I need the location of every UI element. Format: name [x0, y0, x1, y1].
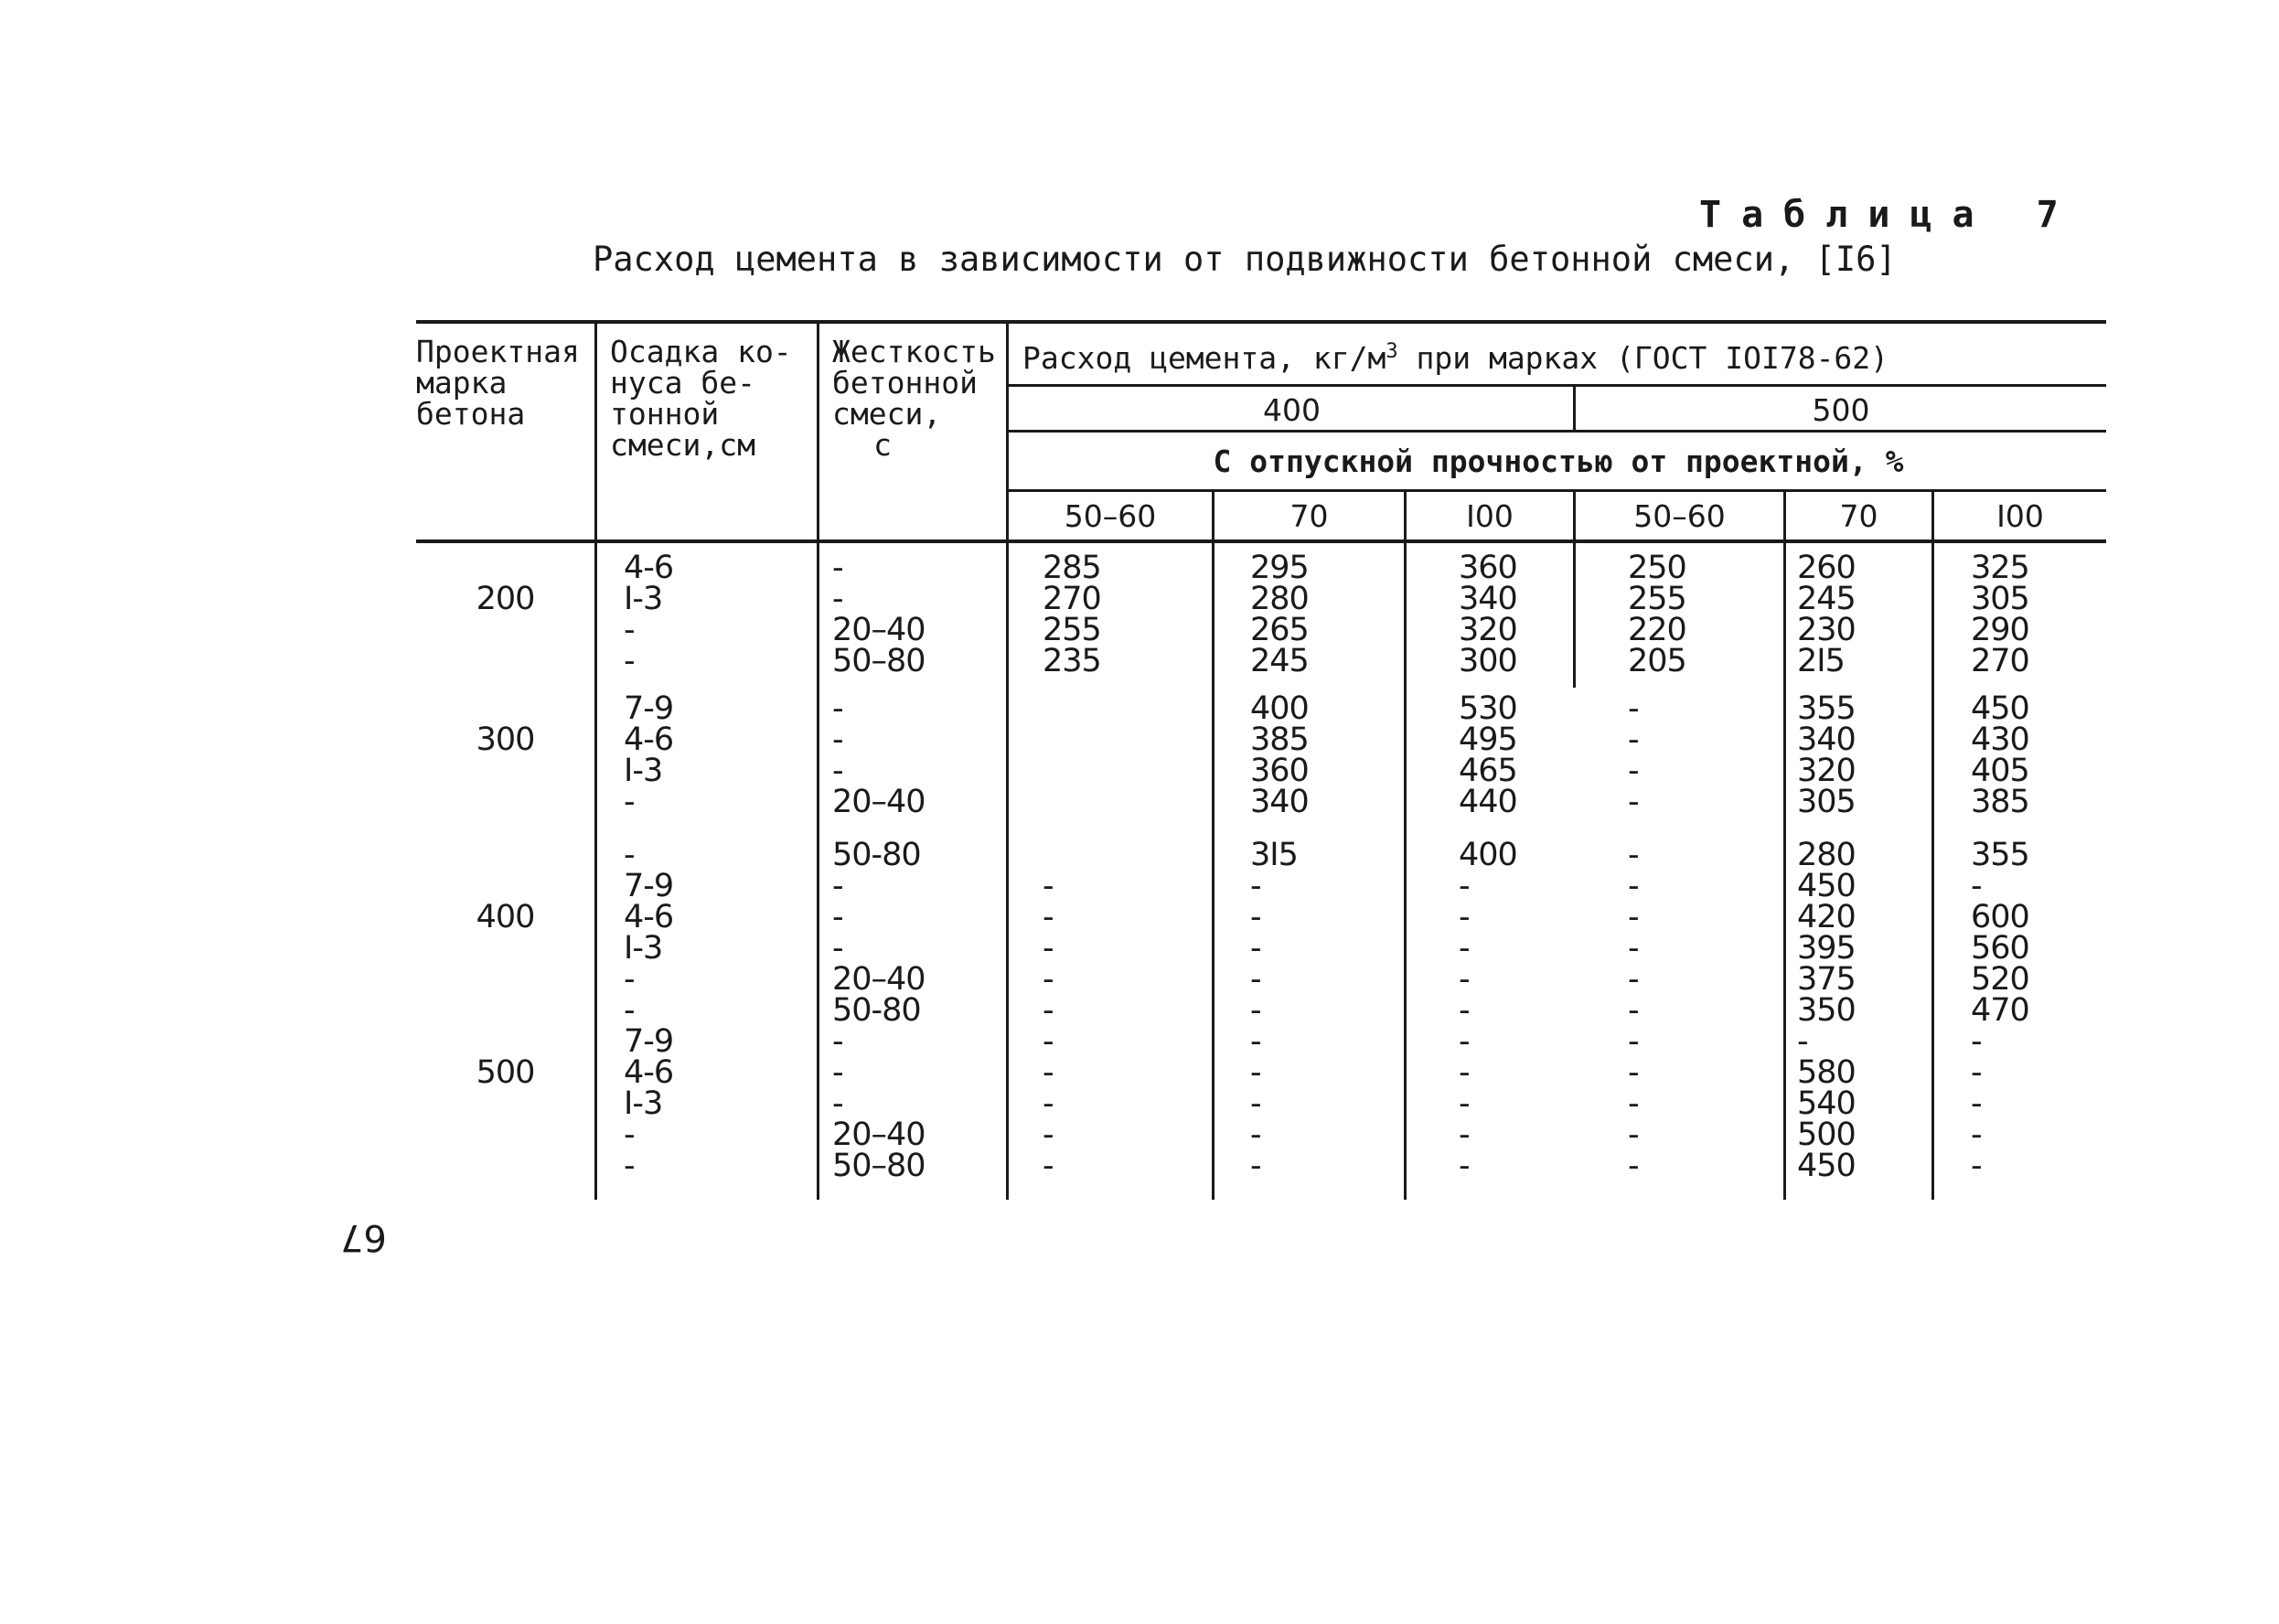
header-strength: С отпускной прочностью от проектной, %	[1213, 443, 1904, 479]
stiffness-cell: 50–80	[832, 1148, 926, 1184]
slump-cell: 7-9	[624, 1023, 674, 1060]
sub-rule	[1009, 489, 2106, 492]
cement-value-cell: -	[1043, 1054, 1054, 1091]
cement-value-cell: 270	[1043, 581, 1101, 617]
cement-value-cell: -	[1459, 868, 1470, 904]
grade-rule	[1009, 384, 2106, 387]
sub-h-3: I00	[1466, 498, 1514, 534]
cement-value-cell: -	[1043, 868, 1054, 904]
stiffness-cell: 20–40	[832, 961, 926, 998]
v5	[1931, 491, 1934, 1200]
v2	[1404, 491, 1407, 1200]
cement-value-cell: -	[1628, 784, 1639, 820]
h1-l3: бетона	[416, 396, 526, 432]
header-grade	[416, 334, 580, 432]
stiffness-cell: -	[832, 1023, 843, 1060]
cement-value-cell: -	[1250, 868, 1261, 904]
cement-value-cell: -	[1043, 992, 1054, 1029]
cement-value-cell: 420	[1797, 899, 1856, 935]
cement-value-cell: 295	[1250, 550, 1309, 586]
cement-value-cell: 400	[1459, 837, 1517, 873]
stiffness-cell: -	[832, 868, 843, 904]
col1-divider	[594, 322, 597, 1200]
cement-value-cell: -	[1628, 721, 1639, 758]
strength-rule	[1009, 430, 2106, 433]
cement-value-cell: 320	[1459, 612, 1517, 648]
cement-value-cell: 265	[1250, 612, 1309, 648]
slump-cell: 4-6	[624, 550, 674, 586]
stiffness-cell: -	[832, 753, 843, 789]
sub-h-5: 70	[1839, 498, 1878, 534]
cement-value-cell: 540	[1797, 1085, 1856, 1122]
stiffness-cell: -	[832, 1054, 843, 1091]
cement-value-cell: -	[1628, 1085, 1639, 1122]
cement-value-cell: -	[1250, 1023, 1261, 1060]
grade-cell: 500	[476, 1054, 535, 1091]
cement-value-cell: -	[1459, 899, 1470, 935]
cement-value-cell: -	[1250, 992, 1261, 1029]
stiffness-cell: -	[832, 690, 843, 727]
cement-value-cell: -	[1459, 1023, 1470, 1060]
cement-value-cell: -	[1628, 868, 1639, 904]
h2-l1: Осадка ко-	[610, 334, 792, 369]
stiffness-cell: -	[832, 721, 843, 758]
cement-value-cell: -	[1628, 690, 1639, 727]
slump-cell: -	[624, 1116, 635, 1153]
cement-value-cell: -	[1043, 1116, 1054, 1153]
header-slump	[610, 334, 792, 463]
cement-value-cell: -	[1971, 1054, 1982, 1091]
cement-value-cell: -	[1250, 899, 1261, 935]
table-number: Таблица 7	[1699, 194, 2079, 236]
cement-value-cell: 285	[1043, 550, 1101, 586]
slump-cell: I-3	[624, 581, 663, 617]
cement-value-cell: 385	[1250, 721, 1309, 758]
stiffness-cell: -	[832, 930, 843, 967]
cement-value-cell: -	[1250, 1148, 1261, 1184]
stiffness-cell: 20–40	[832, 784, 926, 820]
h2-l3: тонной	[610, 396, 720, 432]
cement-value-cell: 405	[1971, 753, 2029, 789]
cement-value-cell: 385	[1971, 784, 2029, 820]
h1-l2: марка	[416, 365, 508, 401]
cement-value-cell: 305	[1971, 581, 2029, 617]
cement-value-cell: -	[1459, 961, 1470, 998]
cement-value-cell: 205	[1628, 643, 1686, 679]
cement-value-cell: -	[1250, 961, 1261, 998]
v4	[1783, 491, 1786, 1200]
slump-cell: -	[624, 961, 635, 998]
cement-value-cell: 2I5	[1797, 643, 1845, 679]
slump-cell: I-3	[624, 753, 663, 789]
title-text: Расход цемента в зависимости от подвижности бетонной смеси,	[593, 240, 1795, 279]
slump-cell: 4-6	[624, 1054, 674, 1091]
cement-value-cell: -	[1628, 1116, 1639, 1153]
table-title	[593, 240, 1897, 279]
stiffness-cell: -	[832, 581, 843, 617]
h3-l1: Жесткость	[832, 334, 996, 369]
h3-l4: с	[873, 427, 892, 463]
cement-value-cell: -	[1459, 1148, 1470, 1184]
cement-value-cell: -	[1628, 961, 1639, 998]
sub-h-4: 50–60	[1633, 498, 1726, 534]
cement-value-cell: 450	[1971, 690, 2029, 727]
cement-value-cell: -	[1250, 1054, 1261, 1091]
stiffness-cell: 20–40	[832, 612, 926, 648]
slump-cell: 7-9	[624, 690, 674, 727]
cement-value-cell: 325	[1971, 550, 2029, 586]
cement-value-cell: -	[1459, 1116, 1470, 1153]
cement-value-cell: 530	[1459, 690, 1517, 727]
cement-value-cell: -	[1628, 1023, 1639, 1060]
cement-value-cell: -	[1628, 753, 1639, 789]
grade-cell: 400	[476, 899, 535, 935]
cement-value-cell: 255	[1043, 612, 1101, 648]
table-top-rule	[416, 320, 2106, 324]
cement-value-cell: 245	[1250, 643, 1309, 679]
cement-value-cell: 255	[1628, 581, 1686, 617]
cement-value-cell: -	[1043, 1023, 1054, 1060]
stiffness-cell: 20–40	[832, 1116, 926, 1153]
cement-value-cell: -	[1459, 1085, 1470, 1122]
h3-l2: бетонной	[832, 365, 978, 401]
stiffness-cell: 50–80	[832, 643, 926, 679]
header-cement	[1022, 337, 1888, 374]
cement-value-cell: 220	[1628, 612, 1686, 648]
cement-value-cell: -	[1459, 930, 1470, 967]
cement-value-cell: 495	[1459, 721, 1517, 758]
cement-value-cell: -	[1628, 1054, 1639, 1091]
cement-value-cell: 500	[1797, 1116, 1856, 1153]
cement-value-cell: -	[1971, 1116, 1982, 1153]
cement-value-cell: 320	[1797, 753, 1856, 789]
cement-value-cell: -	[1628, 899, 1639, 935]
slump-cell: 7-9	[624, 868, 674, 904]
col2-divider	[817, 322, 819, 1200]
cement-value-cell: -	[1797, 1023, 1808, 1060]
slump-cell: -	[624, 837, 635, 873]
cement-value-cell: 375	[1797, 961, 1856, 998]
cement-value-cell: 450	[1797, 1148, 1856, 1184]
cement-value-cell: -	[1971, 868, 1982, 904]
grade-cell: 200	[476, 581, 535, 617]
cement-value-cell: 305	[1797, 784, 1856, 820]
cement-value-cell: -	[1043, 1085, 1054, 1122]
cement-value-cell: -	[1459, 992, 1470, 1029]
cement-value-cell: -	[1459, 1054, 1470, 1091]
cement-value-cell: -	[1250, 930, 1261, 967]
h2-l2: нуса бе-	[610, 365, 755, 401]
cement-value-cell: -	[1250, 1085, 1261, 1122]
cement-value-cell: 450	[1797, 868, 1856, 904]
grade-cell: 300	[476, 721, 535, 758]
cement-value-cell: -	[1971, 1023, 1982, 1060]
cement-value-cell: 355	[1971, 837, 2029, 873]
cement-prefix: Расход цемента, кг/м	[1022, 340, 1386, 376]
cement-value-cell: 280	[1797, 837, 1856, 873]
cement-value-cell: -	[1043, 930, 1054, 967]
sub-h-6: I00	[1996, 498, 2044, 534]
cement-value-cell: 340	[1250, 784, 1309, 820]
stiffness-cell: -	[832, 899, 843, 935]
header-grade-500: 500	[1812, 392, 1870, 428]
page-number: 67	[340, 1216, 387, 1258]
h1-l1: Проектная	[416, 334, 580, 369]
cement-value-cell: 250	[1628, 550, 1686, 586]
cement-value-cell: -	[1628, 837, 1639, 873]
cement-value-cell: 3I5	[1250, 837, 1298, 873]
cement-value-cell: 395	[1797, 930, 1856, 967]
cement-value-cell: 600	[1971, 899, 2029, 935]
header-stiffness	[832, 334, 996, 463]
cement-value-cell: 470	[1971, 992, 2029, 1029]
header-bottom-rule	[416, 540, 2106, 543]
cement-value-cell: 400	[1250, 690, 1309, 727]
slump-cell: 4-6	[624, 899, 674, 935]
h3-l3: смеси,	[832, 396, 942, 432]
cement-value-cell: -	[1628, 930, 1639, 967]
cement-value-cell: 430	[1971, 721, 2029, 758]
cement-value-cell: 520	[1971, 961, 2029, 998]
cement-value-cell: 230	[1797, 612, 1856, 648]
cement-value-cell: 360	[1250, 753, 1309, 789]
stiffness-cell: -	[832, 1085, 843, 1122]
cement-sup: 3	[1386, 340, 1398, 363]
v1	[1212, 491, 1214, 1200]
cement-suffix: при марках (ГОСТ IOI78-62)	[1397, 340, 1889, 376]
cement-value-cell: -	[1971, 1085, 1982, 1122]
cement-value-cell: 280	[1250, 581, 1309, 617]
cement-value-cell: -	[1043, 1148, 1054, 1184]
slump-cell: -	[624, 784, 635, 820]
cement-value-cell: 560	[1971, 930, 2029, 967]
cement-value-cell: -	[1250, 1116, 1261, 1153]
cement-value-cell: 580	[1797, 1054, 1856, 1091]
cement-value-cell: -	[1971, 1148, 1982, 1184]
col3-divider	[1006, 322, 1009, 1200]
header-grade-400: 400	[1263, 392, 1321, 428]
cement-value-cell: 440	[1459, 784, 1517, 820]
slump-cell: -	[624, 1148, 635, 1184]
cement-value-cell: 300	[1459, 643, 1517, 679]
h2-l4: смеси,см	[610, 427, 755, 463]
cement-value-cell: 350	[1797, 992, 1856, 1029]
cement-value-cell: -	[1628, 1148, 1639, 1184]
cement-value-cell: 270	[1971, 643, 2029, 679]
cement-value-cell: 235	[1043, 643, 1101, 679]
slump-cell: I-3	[624, 930, 663, 967]
cement-value-cell: -	[1628, 992, 1639, 1029]
stiffness-cell: -	[832, 550, 843, 586]
sub-h-1: 50–60	[1064, 498, 1157, 534]
cement-value-cell: 360	[1459, 550, 1517, 586]
slump-cell: -	[624, 992, 635, 1029]
cement-value-cell: 340	[1797, 721, 1856, 758]
cement-value-cell: 340	[1459, 581, 1517, 617]
slump-cell: -	[624, 643, 635, 679]
cement-value-cell: 245	[1797, 581, 1856, 617]
title-reference: [I6]	[1814, 240, 1897, 279]
slump-cell: -	[624, 612, 635, 648]
stiffness-cell: 50-80	[832, 992, 921, 1029]
slump-cell: I-3	[624, 1085, 663, 1122]
cement-value-cell: 290	[1971, 612, 2029, 648]
cement-value-cell: 355	[1797, 690, 1856, 727]
sub-h-2: 70	[1289, 498, 1329, 534]
cement-value-cell: -	[1043, 961, 1054, 998]
cement-value-cell: -	[1043, 899, 1054, 935]
stiffness-cell: 50-80	[832, 837, 921, 873]
cement-value-cell: 260	[1797, 550, 1856, 586]
slump-cell: 4-6	[624, 721, 674, 758]
cement-value-cell: 465	[1459, 753, 1517, 789]
